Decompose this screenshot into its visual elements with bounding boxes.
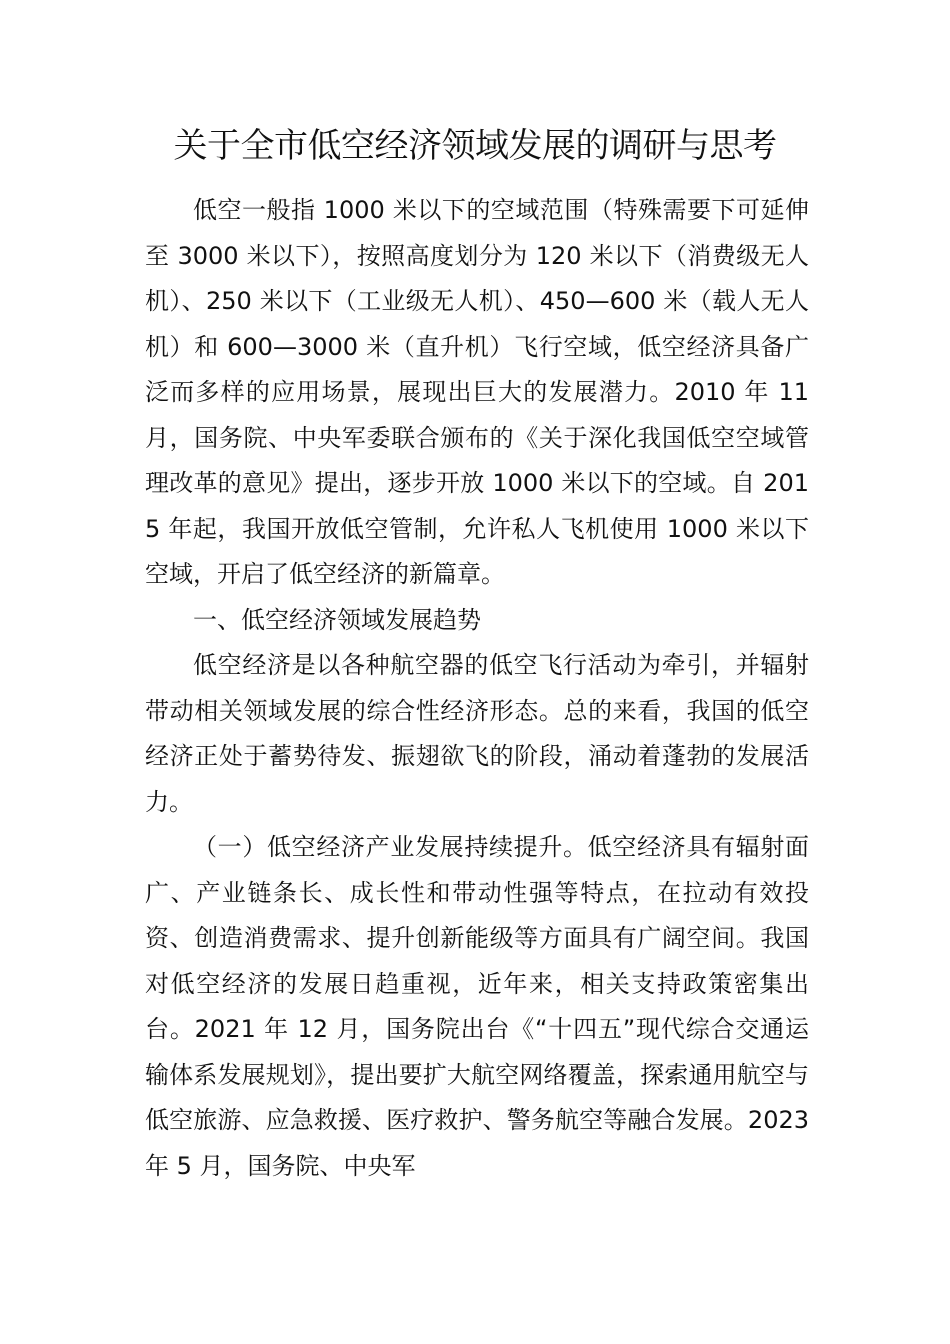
paragraph-industry-growth: （一）低空经济产业发展持续提升。低空经济具有辐射面广、产业链条长、成长性和带动性强等特点，在拉动有效投资、创造消费需求、提升创新能级等方面具有广阔空间。我国对低空经济的发展日趋重视，近年来，相关支持政策密集出台。2021 年 12 月，国务院出台《“十四五”现代综合交通运输体系发展规划》，提出要扩大航空网络覆盖，探索通用航空与低空旅游、应急救援、医疗救护、警务航空等融合发展。2023 年 5 月，国务院、中央军: [145, 833, 809, 1180]
paragraph-intro: 低空一般指 1000 米以下的空域范围（特殊需要下可延伸至 3000 米以下），按照高度划分为 120 米以下（消费级无人机）、250 米以下（工业级无人机）、450—600 米（载人无人机）和 600—3000 米（直升机）飞行空域，低空经济具备广泛而多样的应用场景，展现出巨大的发展潜力。2010 年 11 月，国务院、中央军委联合颁布的《关于深化我国低空空域管理改革的意见》提出，逐步开放 1000 米以下的空域。自 2015 年起，我国开放低空管制，允许私人飞机使用 1000 米以下空域，开启了低空经济的新篇章。: [145, 196, 809, 588]
document-title: 关于全市低空经济领域发展的调研与思考: [173, 126, 777, 166]
paragraph-overview: 低空经济是以各种航空器的低空飞行活动为牵引，并辐射带动相关领域发展的综合性经济形态。总的来看，我国的低空经济正处于蓄势待发、振翅欲飞的阶段，涌动着蓬勃的发展活力。: [145, 651, 809, 816]
section-heading-trends: 一、低空经济领域发展趋势: [193, 605, 481, 634]
document-body: [145, 188, 809, 1189]
